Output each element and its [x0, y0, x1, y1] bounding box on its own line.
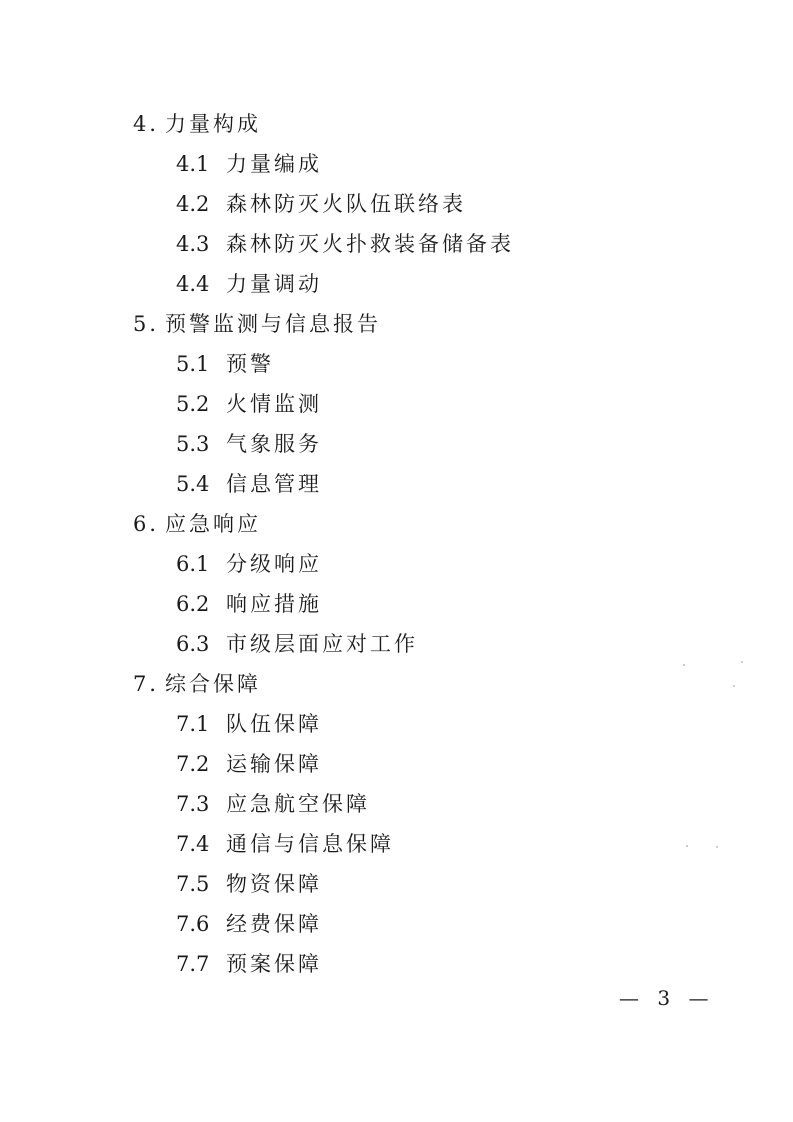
toc-item-number: 4.4 — [176, 272, 210, 296]
toc-item-number: 7． — [133, 672, 174, 696]
toc-item-title: 响应措施 — [226, 592, 322, 616]
toc-item-number: 7.3 — [176, 792, 210, 816]
toc-subsection-item — [0, 904, 793, 944]
toc-item-number: 4.1 — [176, 152, 210, 176]
toc-item-title: 运输保障 — [226, 752, 322, 776]
toc-item-number: 5.4 — [176, 472, 210, 496]
toc-item-number: 7.6 — [176, 912, 210, 936]
toc-item-number: 7.7 — [176, 952, 210, 976]
toc-item-title: 市级层面应对工作 — [226, 632, 418, 656]
toc-item-title: 森林防灭火队伍联络表 — [226, 192, 466, 216]
toc-item-title: 预案保障 — [226, 952, 322, 976]
toc-section-heading — [0, 504, 793, 544]
toc-item-title: 火情监测 — [226, 392, 322, 416]
toc-subsection-item — [0, 624, 793, 664]
toc-section-heading — [0, 304, 793, 344]
toc-item-title: 应急响应 — [165, 512, 261, 536]
toc-item-number: 7.2 — [176, 752, 210, 776]
toc-item-title: 森林防灭火扑救装备储备表 — [226, 232, 514, 256]
toc-item-title: 力量编成 — [226, 152, 322, 176]
scan-speck — [716, 846, 718, 848]
toc-item-title: 力量调动 — [226, 272, 322, 296]
toc-subsection-item — [0, 544, 793, 584]
toc-item-number: 7.1 — [176, 712, 210, 736]
page-number — [0, 983, 793, 1013]
table-of-contents — [0, 104, 793, 984]
toc-section-heading — [0, 664, 793, 704]
toc-item-title: 综合保障 — [165, 672, 261, 696]
toc-item-title: 气象服务 — [226, 432, 322, 456]
toc-item-title: 通信与信息保障 — [226, 832, 394, 856]
toc-subsection-item — [0, 944, 793, 984]
toc-subsection-item — [0, 224, 793, 264]
toc-subsection-item — [0, 344, 793, 384]
toc-item-title: 队伍保障 — [226, 712, 322, 736]
toc-item-number: 5.1 — [176, 352, 210, 376]
toc-subsection-item — [0, 744, 793, 784]
toc-subsection-item — [0, 704, 793, 744]
toc-item-title: 预警 — [226, 352, 274, 376]
toc-subsection-item — [0, 384, 793, 424]
toc-item-number: 4.3 — [176, 232, 210, 256]
toc-item-title: 信息管理 — [226, 472, 322, 496]
toc-item-title: 物资保障 — [226, 872, 322, 896]
toc-item-number: 6.1 — [176, 552, 210, 576]
toc-item-number: 7.4 — [176, 832, 210, 856]
toc-subsection-item — [0, 784, 793, 824]
toc-item-number: 6.2 — [176, 592, 210, 616]
scan-speck — [683, 664, 685, 666]
toc-item-title: 经费保障 — [226, 912, 322, 936]
toc-subsection-item — [0, 824, 793, 864]
toc-item-title: 应急航空保障 — [226, 792, 370, 816]
toc-item-number: 6.3 — [176, 632, 210, 656]
toc-subsection-item — [0, 584, 793, 624]
toc-item-number: 6． — [133, 512, 174, 536]
toc-subsection-item — [0, 864, 793, 904]
scan-speck — [741, 661, 743, 663]
toc-item-number: 5.2 — [176, 392, 210, 416]
page-number-text: — 3 — — [619, 986, 715, 1010]
toc-subsection-item — [0, 144, 793, 184]
toc-subsection-item — [0, 464, 793, 504]
toc-item-number: 4． — [133, 112, 174, 136]
toc-item-number: 5.3 — [176, 432, 210, 456]
toc-item-number: 5． — [133, 312, 174, 336]
toc-subsection-item — [0, 424, 793, 464]
toc-item-number: 4.2 — [176, 192, 210, 216]
toc-subsection-item — [0, 264, 793, 304]
toc-item-number: 7.5 — [176, 872, 210, 896]
toc-section-heading — [0, 104, 793, 144]
toc-item-title: 预警监测与信息报告 — [165, 312, 381, 336]
toc-item-title: 分级响应 — [226, 552, 322, 576]
scan-speck — [733, 685, 735, 687]
toc-subsection-item — [0, 184, 793, 224]
scan-speck — [686, 845, 688, 847]
toc-item-title: 力量构成 — [165, 112, 261, 136]
